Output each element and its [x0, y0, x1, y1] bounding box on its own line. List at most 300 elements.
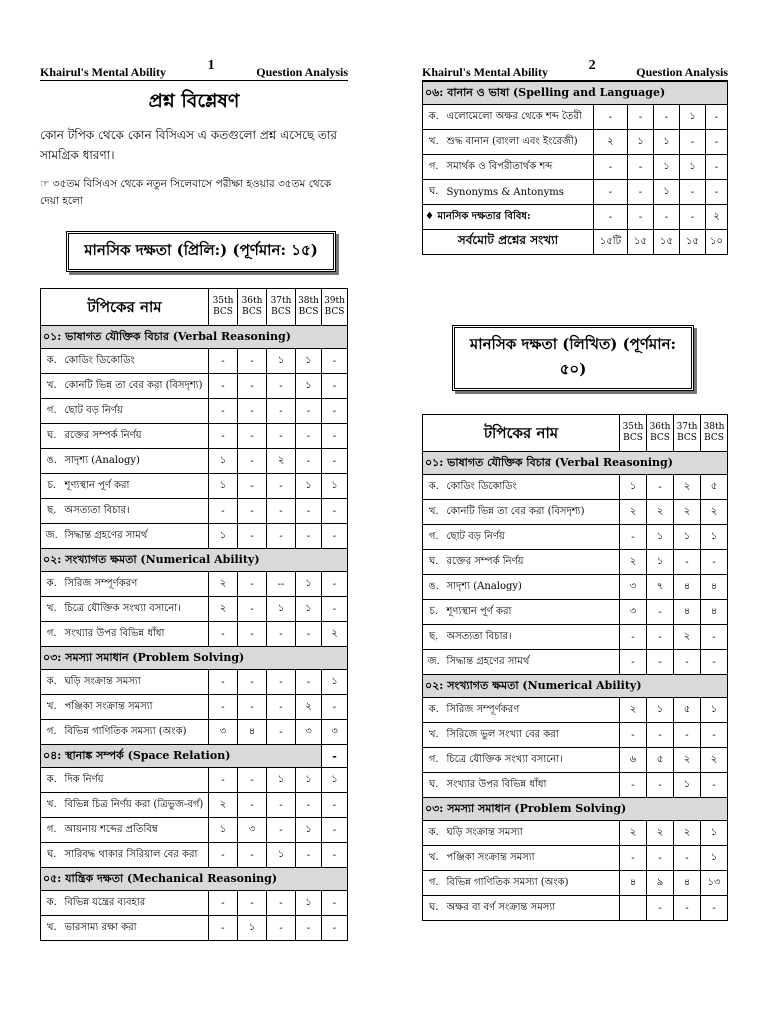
bcs-column-header: 38th BCS — [296, 289, 322, 326]
topic-name: এলোমেলো অক্ষর থেকে শব্দ তৈরী — [445, 105, 594, 130]
count-cell: ২ — [209, 793, 238, 818]
section-extra-cell: - — [322, 745, 348, 768]
count-cell: ৫ — [647, 748, 674, 773]
count-cell: - — [322, 793, 348, 818]
topic-name: কোডিং ডিকোডিং — [63, 349, 209, 374]
table-row — [423, 600, 728, 625]
row-index: ঘ. — [423, 773, 445, 798]
count-cell: - — [647, 475, 674, 500]
analysis-table-prelim — [40, 288, 348, 941]
count-cell: ১ — [296, 349, 322, 374]
count-cell: ২ — [701, 500, 728, 525]
total-cell: ১৫ — [627, 230, 653, 255]
topic-name: বিভিন্ন গাণিতিক সমস্যা (অংক) — [63, 720, 209, 745]
topic-name: সংখ্যার উপর বিভিন্ন ধাঁধা — [63, 622, 209, 647]
table-row — [41, 597, 348, 622]
count-cell: - — [620, 625, 647, 650]
count-cell: - — [322, 597, 348, 622]
table-row — [41, 720, 348, 745]
row-index: চ. — [41, 474, 63, 499]
count-cell: - — [705, 105, 727, 130]
count-cell: - — [296, 424, 322, 449]
count-cell: - — [322, 695, 348, 720]
count-cell: - — [322, 374, 348, 399]
count-cell: - — [267, 891, 296, 916]
count-cell: ৩ — [620, 575, 647, 600]
count-cell: ১ — [674, 773, 701, 798]
count-cell: - — [238, 622, 267, 647]
table-row — [423, 748, 728, 773]
topic-name: শুদ্ধ বানান (বাংলা এবং ইংরেজী) — [445, 130, 594, 155]
table-row — [41, 349, 348, 374]
topic-name: আয়নায় শব্দের প্রতিবিম্ব — [63, 818, 209, 843]
count-cell: - — [267, 670, 296, 695]
count-cell: - — [209, 891, 238, 916]
count-cell: - — [267, 622, 296, 647]
bcs-column-header: 36th BCS — [647, 415, 674, 452]
table-row — [41, 891, 348, 916]
count-cell: - — [209, 349, 238, 374]
topic-name: পঞ্জিকা সংক্রান্ত সমস্যা — [63, 695, 209, 720]
header-book-title: Khairul's Mental Ability — [422, 65, 549, 79]
section-title: ০২: সংখ্যাগত ক্ষমতা (Numerical Ability) — [423, 675, 728, 698]
section-title: ০৩: সমস্যা সমাধান (Problem Solving) — [423, 798, 728, 821]
row-index: ছ. — [41, 499, 63, 524]
section-title: ০৩: সমস্যা সমাধান (Problem Solving) — [41, 647, 348, 670]
section-row — [423, 82, 728, 105]
total-row — [423, 230, 728, 255]
table-row — [423, 130, 728, 155]
count-cell: ১ — [296, 374, 322, 399]
topic-name: শূণ্যস্থান পূর্ণ করা — [63, 474, 209, 499]
count-cell: - — [238, 349, 267, 374]
row-index: ক. — [41, 768, 63, 793]
count-cell: - — [209, 768, 238, 793]
count-cell — [620, 896, 647, 921]
table-row — [41, 424, 348, 449]
count-cell: - — [296, 622, 322, 647]
page-number: 1 — [207, 58, 215, 73]
count-cell: - — [593, 105, 627, 130]
count-cell: - — [238, 524, 267, 549]
count-cell: ৬ — [620, 748, 647, 773]
header-section: Question Analysis — [256, 65, 348, 79]
intro-text: কোন টপিক থেকে কোন বিসিএস এ কতগুলো প্রশ্ন এসেছে তার সামগ্রিক ধারণা। — [40, 128, 338, 162]
count-cell: ৪ — [238, 720, 267, 745]
row-index: ঘ. — [41, 424, 63, 449]
topic-name: রক্তের সম্পর্ক নির্ণয় — [63, 424, 209, 449]
page-number: 2 — [588, 58, 596, 73]
count-cell: - — [267, 793, 296, 818]
count-cell: - — [322, 572, 348, 597]
count-cell: ১ — [647, 525, 674, 550]
count-cell: ১ — [322, 474, 348, 499]
page-header — [422, 58, 728, 81]
count-cell: - — [647, 625, 674, 650]
section-row — [41, 326, 348, 349]
topic-name: সাদৃশ্য (Analogy) — [63, 449, 209, 474]
row-index: গ. — [41, 622, 63, 647]
count-cell: - — [322, 349, 348, 374]
topic-name: সমার্থক ও বিপরীতার্থক শব্দ — [445, 155, 594, 180]
count-cell: - — [620, 846, 647, 871]
topic-name: সাদৃশ্য (Analogy) — [445, 575, 620, 600]
count-cell: ৩ — [296, 720, 322, 745]
table-row — [41, 449, 348, 474]
count-cell: - — [322, 916, 348, 941]
count-cell: ২ — [705, 205, 727, 230]
count-cell: - — [267, 524, 296, 549]
count-cell: ৪ — [620, 871, 647, 896]
row-index: জ. — [41, 524, 63, 549]
count-cell: ২ — [593, 130, 627, 155]
count-cell: ১ — [647, 550, 674, 575]
row-index: ঘ. — [423, 180, 445, 205]
count-cell: ১ — [296, 818, 322, 843]
count-cell: ১ — [267, 349, 296, 374]
row-index: ঙ. — [423, 575, 445, 600]
table-row — [423, 846, 728, 871]
table-row — [423, 896, 728, 921]
count-cell: - — [238, 793, 267, 818]
count-cell: ১ — [701, 698, 728, 723]
table-row — [41, 768, 348, 793]
count-cell: ৪ — [674, 575, 701, 600]
count-cell: - — [209, 670, 238, 695]
count-cell: - — [705, 155, 727, 180]
count-cell: - — [620, 723, 647, 748]
count-cell: ১ — [209, 524, 238, 549]
header-book-title: Khairul's Mental Ability — [40, 65, 167, 79]
table-row — [423, 821, 728, 846]
count-cell: - — [238, 597, 267, 622]
row-index: ঘ. — [41, 843, 63, 868]
count-cell: ৩ — [620, 600, 647, 625]
count-cell: ৭ — [647, 575, 674, 600]
row-index: গ. — [41, 818, 63, 843]
topic-name: চিত্রে যৌক্তিক সংখ্যা বসানো। — [63, 597, 209, 622]
row-index: ক. — [423, 475, 445, 500]
count-cell: - — [701, 550, 728, 575]
count-cell: - — [209, 499, 238, 524]
row-index: খ. — [423, 846, 445, 871]
table-row — [41, 622, 348, 647]
count-cell: - — [238, 768, 267, 793]
count-cell: - — [674, 550, 701, 575]
table-row — [41, 843, 348, 868]
count-cell: - — [296, 670, 322, 695]
count-cell: ৪ — [701, 600, 728, 625]
count-cell: ১ — [322, 768, 348, 793]
count-cell: - — [627, 205, 653, 230]
count-cell: - — [647, 896, 674, 921]
row-index: গ. — [423, 525, 445, 550]
count-cell: - — [296, 793, 322, 818]
topic-name: রক্তের সম্পর্ক নির্ণয় — [445, 550, 620, 575]
count-cell: - — [209, 843, 238, 868]
count-cell: ১ — [701, 846, 728, 871]
row-index: ছ. — [423, 625, 445, 650]
analysis-table-written — [422, 414, 728, 921]
table-row — [41, 474, 348, 499]
table-row — [423, 155, 728, 180]
count-cell: ১ — [647, 698, 674, 723]
row-index: খ. — [423, 723, 445, 748]
table-row — [423, 180, 728, 205]
row-index: গ. — [41, 720, 63, 745]
table-header-row — [41, 289, 348, 326]
topic-name: ছোট বড় নির্ণয় — [445, 525, 620, 550]
count-cell: - — [701, 896, 728, 921]
count-cell: - — [296, 843, 322, 868]
count-cell: ২ — [209, 597, 238, 622]
count-cell: ১ — [679, 105, 705, 130]
section-row — [41, 647, 348, 670]
count-cell: ৫ — [701, 475, 728, 500]
topic-name: সিরিজ সম্পূর্ণকরণ — [445, 698, 620, 723]
topic-name: সিদ্ধান্ত গ্রহণের সামর্থ — [445, 650, 620, 675]
count-cell: ১ — [267, 768, 296, 793]
count-cell: - — [322, 524, 348, 549]
count-cell: - — [322, 449, 348, 474]
count-cell: - — [267, 474, 296, 499]
count-cell: - — [701, 650, 728, 675]
page-2 — [422, 58, 728, 958]
row-index: ক. — [423, 821, 445, 846]
topic-name: চিত্রে যৌক্তিক সংখ্যা বসানো। — [445, 748, 620, 773]
count-cell: ২ — [322, 622, 348, 647]
section-title: ০১: ভাষাগত যৌক্তিক বিচার (Verbal Reasoning) — [41, 326, 348, 349]
table-row — [41, 916, 348, 941]
misc-row — [423, 205, 728, 230]
table-row — [423, 575, 728, 600]
page-header — [40, 58, 348, 81]
count-cell: - — [238, 891, 267, 916]
count-cell: - — [238, 499, 267, 524]
count-cell: -- — [267, 572, 296, 597]
count-cell: ২ — [674, 821, 701, 846]
count-cell: ১ — [296, 768, 322, 793]
section-title: ০৬: বানান ও ভাষা (Spelling and Language) — [423, 82, 728, 105]
count-cell: - — [267, 720, 296, 745]
page-1 — [40, 58, 348, 941]
count-cell: ২ — [620, 698, 647, 723]
row-index: ঙ. — [41, 449, 63, 474]
count-cell: ১ — [296, 597, 322, 622]
section-title: ০৪: স্থানাঙ্ক সম্পর্ক (Space Relation) — [41, 745, 322, 768]
total-cell: ১৫ — [653, 230, 679, 255]
row-index: খ. — [41, 793, 63, 818]
page-title: প্রশ্ন বিশ্লেষণ — [148, 90, 240, 112]
count-cell: ৪ — [701, 575, 728, 600]
count-cell: - — [701, 625, 728, 650]
count-cell: - — [674, 846, 701, 871]
bcs-column-header: 35th BCS — [209, 289, 238, 326]
count-cell: - — [322, 424, 348, 449]
row-index: ক. — [41, 572, 63, 597]
row-index: ঘ. — [423, 550, 445, 575]
count-cell: - — [238, 374, 267, 399]
table-row — [423, 525, 728, 550]
count-cell: ৩ — [209, 720, 238, 745]
row-index: চ. — [423, 600, 445, 625]
topic-name: ঘড়ি সংক্রান্ত সমস্যা — [445, 821, 620, 846]
topic-name: পঞ্জিকা সংক্রান্ত সমস্যা — [445, 846, 620, 871]
count-cell: ১ — [267, 843, 296, 868]
row-index: ঘ. — [423, 896, 445, 921]
count-cell: ১ — [296, 572, 322, 597]
count-cell: - — [267, 916, 296, 941]
topic-header: টপিকের নাম — [41, 289, 209, 326]
row-index: গ. — [423, 871, 445, 896]
count-cell: ১ — [209, 474, 238, 499]
count-cell: - — [267, 374, 296, 399]
count-cell: - — [267, 424, 296, 449]
bcs-column-header: 37th BCS — [267, 289, 296, 326]
total-cell: ১৫টি — [593, 230, 627, 255]
count-cell: - — [679, 180, 705, 205]
table-row — [423, 773, 728, 798]
row-index: খ. — [41, 374, 63, 399]
count-cell: - — [209, 374, 238, 399]
count-cell: ১ — [238, 916, 267, 941]
count-cell: ১ — [296, 474, 322, 499]
count-cell: - — [647, 600, 674, 625]
count-cell: ২ — [620, 821, 647, 846]
table-row — [423, 625, 728, 650]
count-cell: - — [647, 773, 674, 798]
count-cell: - — [653, 105, 679, 130]
count-cell: - — [209, 622, 238, 647]
topic-name: অসত্যতা বিচার। — [445, 625, 620, 650]
count-cell: - — [620, 773, 647, 798]
count-cell: - — [238, 399, 267, 424]
count-cell: - — [267, 399, 296, 424]
count-cell: - — [209, 916, 238, 941]
count-cell: - — [238, 424, 267, 449]
count-cell: - — [701, 773, 728, 798]
table-row — [41, 670, 348, 695]
count-cell: - — [653, 205, 679, 230]
count-cell: - — [679, 130, 705, 155]
section-row — [41, 549, 348, 572]
count-cell: - — [674, 650, 701, 675]
count-cell: - — [209, 424, 238, 449]
row-index: খ. — [41, 916, 63, 941]
bcs-column-header: 37th BCS — [674, 415, 701, 452]
topic-name: দিক নির্ণয় — [63, 768, 209, 793]
count-cell: ১ — [653, 130, 679, 155]
boxed-title: মানসিক দক্ষতা (প্রিলি:) (পূর্ণমান: ১৫) — [66, 231, 336, 272]
row-index: ক. — [423, 698, 445, 723]
count-cell: - — [322, 399, 348, 424]
count-cell: ২ — [620, 550, 647, 575]
section-row — [41, 745, 348, 768]
count-cell: ২ — [296, 695, 322, 720]
count-cell: - — [296, 499, 322, 524]
count-cell: ১ — [296, 891, 322, 916]
count-cell: - — [209, 399, 238, 424]
total-label: সর্বমোট প্রশ্নের সংখ্যা — [423, 230, 594, 255]
section-row — [423, 675, 728, 698]
misc-label: ♦ মানসিক দক্ষতার বিবিধ: — [423, 205, 594, 230]
count-cell: - — [647, 846, 674, 871]
count-cell: ৩ — [322, 720, 348, 745]
count-cell: - — [705, 180, 727, 205]
topic-header: টপিকের নাম — [423, 415, 620, 452]
count-cell: - — [701, 723, 728, 748]
table-row — [423, 475, 728, 500]
count-cell: ২ — [647, 500, 674, 525]
count-cell: - — [238, 843, 267, 868]
count-cell: ২ — [674, 625, 701, 650]
count-cell: - — [705, 130, 727, 155]
row-index: ক. — [423, 105, 445, 130]
table-header-row — [423, 415, 728, 452]
total-cell: ১৫ — [679, 230, 705, 255]
topic-name: সিদ্ধান্ত গ্রহণের সামর্থ — [63, 524, 209, 549]
table-row — [423, 500, 728, 525]
topic-name: ছোট বড় নির্ণয় — [63, 399, 209, 424]
count-cell: ১ — [701, 525, 728, 550]
bcs-column-header: 39th BCS — [322, 289, 348, 326]
count-cell: ১ — [322, 670, 348, 695]
table-row — [41, 399, 348, 424]
section-row — [423, 798, 728, 821]
count-cell: ২ — [267, 449, 296, 474]
table-row — [41, 524, 348, 549]
count-cell: - — [296, 449, 322, 474]
topic-name: সারিবদ্ধ থাকার সিরিয়াল বের করা — [63, 843, 209, 868]
topic-name: অসত্যতা বিচার। — [63, 499, 209, 524]
table-row — [41, 374, 348, 399]
count-cell: ২ — [647, 821, 674, 846]
count-cell: ১ — [267, 597, 296, 622]
section-title: ০৫: যান্ত্রিক দক্ষতা (Mechanical Reasoning) — [41, 868, 348, 891]
bcs-column-header: 35th BCS — [620, 415, 647, 452]
count-cell: ২ — [701, 748, 728, 773]
count-cell: ১ — [674, 525, 701, 550]
section-row — [423, 452, 728, 475]
count-cell: ২ — [674, 748, 701, 773]
table-row — [41, 695, 348, 720]
analysis-table-prelim-continued — [422, 81, 728, 255]
count-cell: ১ — [653, 180, 679, 205]
count-cell: - — [209, 695, 238, 720]
count-cell: ১ — [679, 155, 705, 180]
count-cell: ১ — [209, 818, 238, 843]
table-row — [423, 871, 728, 896]
count-cell: ৯ — [647, 871, 674, 896]
count-cell: ১৩ — [701, 871, 728, 896]
count-cell: - — [267, 695, 296, 720]
table-row — [423, 650, 728, 675]
table-row — [41, 499, 348, 524]
topic-name: বিভিন্ন যন্ত্রের ব্যবহার — [63, 891, 209, 916]
topic-name: ঘড়ি সংক্রান্ত সমস্যা — [63, 670, 209, 695]
table-row — [41, 818, 348, 843]
section-title: ০২: সংখ্যাগত ক্ষমতা (Numerical Ability) — [41, 549, 348, 572]
count-cell: ১ — [620, 475, 647, 500]
count-cell: - — [593, 180, 627, 205]
count-cell: - — [620, 650, 647, 675]
topic-name: সংখ্যার উপর বিভিন্ন ধাঁধা — [445, 773, 620, 798]
count-cell: - — [647, 650, 674, 675]
count-cell: - — [679, 205, 705, 230]
count-cell: - — [267, 818, 296, 843]
count-cell: - — [296, 399, 322, 424]
row-index: গ. — [41, 399, 63, 424]
